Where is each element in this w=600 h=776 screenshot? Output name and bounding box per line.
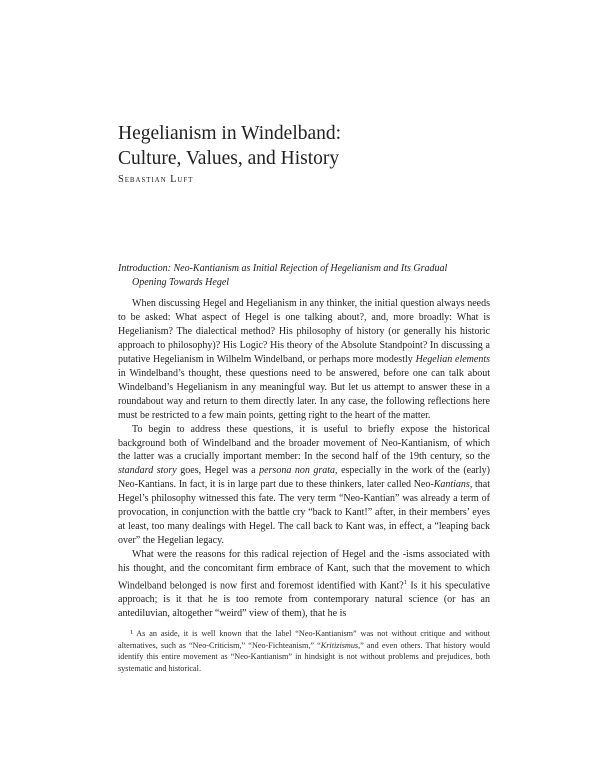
paragraph-3-text-b: Is it his speculative approach; is it that he is too remote from contemporary natural science (or has an antediluvian, altogether “weird” view of them), that he is <box>118 580 490 620</box>
paragraph-2-text-c: , especially in the work of the (early) Neo-Kantians. In fact, it is in large part due to these thinkers, later called Neo- <box>118 465 490 491</box>
chapter-title <box>118 121 488 171</box>
section-heading <box>118 262 490 290</box>
chapter-title-line-2: Culture, Values, and History <box>118 148 340 169</box>
paragraph-2-text-b: goes, Hegel was a <box>176 465 260 477</box>
footnote-1 <box>118 627 490 674</box>
footnote-text-a: As an aside, it is well known that the label “Neo-Kantianism” was not without critique and without alternatives, such as “Neo-Criticism,” “Neo-Fichteanism,” “ <box>118 629 490 650</box>
footnote-emphasis: Kritizismus <box>320 640 359 650</box>
chapter-title-line-1: Hegelianism in Windelband: <box>118 123 342 144</box>
section-heading-line-1: Introduction: Neo-Kantianism as Initial Rejection of Hegelianism and Its Gradual <box>118 263 448 274</box>
paragraph-1-emphasis: Hegelian elements <box>415 353 491 365</box>
paragraph-2-emphasis-2: persona non grata <box>259 465 336 477</box>
paragraph-2 <box>118 423 490 549</box>
footnote-reference[interactable]: 1 <box>403 579 407 587</box>
paragraph-1 <box>118 297 490 423</box>
author-name: Sebastian Luft <box>118 174 194 185</box>
footnote <box>118 627 490 674</box>
paragraph-2-text-d: , that Hegel’s philosophy witnessed this fate. The very term “Neo-Kantian” was already a term of provocation, in conjunction with the battle cry “back to Kant!” after, in their members’ eyes at least, too many dealings with Hegel. The call back to Kant was, in effect, a “leaping back over” the Hegelian legacy. <box>118 479 490 547</box>
paragraph-3-text-a: What were the reasons for this radical rejection of Hegel and the -isms associated with his thought, and the concomitant firm embrace of Kant, such that the movement to which Windelband belonged is now first and foremost identified with Kant? <box>118 549 490 592</box>
footnote-text-b: ,” and even others. That history would identify this entire movement as “Neo-Kantianism” in hindsight is not without problems and prejudices, both systematic and historical. <box>118 640 490 673</box>
section-heading-line-2: Opening Towards Hegel <box>132 277 230 288</box>
paragraph-3 <box>118 548 490 621</box>
paragraph-1-text-a: When discussing Hegel and Hegelianism in any thinker, the initial question always needs to be asked: What aspect of Hegel is one talking about?, and, more broadly: What is Hegelianism? The dialectical method? His philosophy of history (or generally his historic approach to philosophy)? His Logic? His theory of the Absolute Standpoint? In discussing a putative Hegelianism in Wilhelm Windelband, or perhaps more modestly <box>118 298 490 365</box>
paragraph-2-text-a: To begin to address these questions, it is useful to briefly expose the historical background both of Windelband and the broader movement of Neo-Kantianism, of which the latter was a crucially important member: In the second half of the 19th century, so the <box>118 423 490 463</box>
paragraph-1-text-b: in Windelband’s thought, these questions need to be answered, before one can talk about Windelband’s Hegelianism in any meaningful way. But let us attempt to answer these in a roundabout way and return to them directly later. In any case, the following reflections here must be restricted to a few main points, getting right to the heart of the matter. <box>118 367 490 421</box>
paragraph-2-emphasis-1: standard story <box>118 465 177 477</box>
footnote-marker: 1 <box>130 629 134 636</box>
paragraph-2-emphasis-3: Kantians <box>433 479 470 491</box>
body-text <box>118 297 490 621</box>
